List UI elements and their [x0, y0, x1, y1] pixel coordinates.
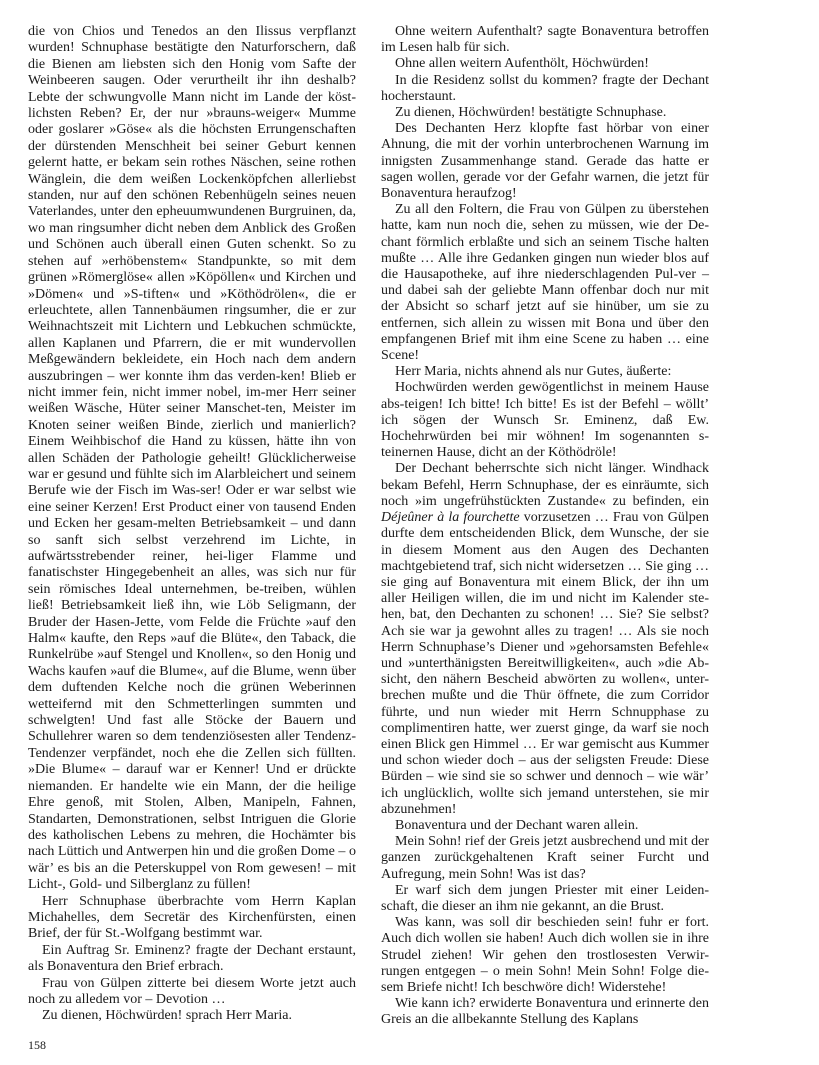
paragraph: Herr Schnuphase überbrachte vom Herrn Kaplan Michahelles, dem Secretär des Kirchenfürsten, einen Brief, der für St.-Wolfgang bestimmt war. — [28, 893, 356, 942]
paragraph: Er warf sich dem jungen Priester mit einer Leiden-schaft, die dieser an ihm nie gekannt, an die Brust. — [381, 882, 709, 914]
paragraph: Zu dienen, Höchwürden! bestätigte Schnuphase. — [395, 105, 667, 121]
paragraph: Wie kann ich? erwiderte Bonaventura und erinnerte den Greis an die allbekannte Stellung des Kaplans — [381, 996, 709, 1028]
paragraph: Mein Sohn! rief der Greis jetzt ausbrechend und mit der ganzen zurückgehaltenen Kraft seiner Furcht und Aufregung, mein Sohn! Was ist das? — [381, 834, 709, 882]
paragraph: Ohne weitern Aufenthalt? sagte Bonaventura betroffen im Lesen halb für sich. — [381, 24, 709, 56]
italic-phrase: Déjeûner à la fourchette — [381, 510, 520, 526]
page-number: 158 — [28, 1038, 46, 1052]
left-text-column — [28, 24, 356, 1025]
paragraph: Ein Auftrag Sr. Eminenz? fragte der Dechant erstaunt, als Bonaventura den Brief erbrach. — [28, 942, 356, 975]
paragraph: Des Dechanten Herz klopfte fast hörbar von einer Ahnung, die mit der vorhin unterbrochenen Warnung im innigsten Zusammenhange stand. Gerade das hatte er sagen wollen, gerade vor der Gefahr warnen, die jetzt für Bonaventura heraufzog! — [381, 121, 709, 202]
paragraph: Zu dienen, Höchwürden! sprach Herr Maria. — [42, 1008, 292, 1024]
paragraph: Herr Maria, nichts ahnend als nur Gutes, äußerte: — [395, 364, 672, 380]
right-text-column — [381, 24, 709, 1029]
paragraph: Zu all den Foltern, die Frau von Gülpen zu überstehen hatte, kam nun noch die, sehen zu müssen, wie der De-chant förmlich erblaßte und sich an seinem Tische halten mußte … Alle ihre Gedanken gingen nun wieder blos auf die Hausapotheke, auf ihre niederschlagenden Pul-ver – und dabei sah der geliebte Mann offenbar doch nur mit der Absicht so scharf jetzt auf sie hinüber, um sie zu entfernen, sich allein zu wissen mit Bona und über den empfangenen Brief mit ihm eine Scene zu haben … eine Scene! — [381, 202, 709, 364]
paragraph: die von Chios und Tenedos an den Ilissus verpflanzt wurden! Schnuphase bestätigte den Naturforschern, daß die Bienen am liebsten sich den Honig vom Safte der Weinbeeren saugen. Oder verurtheilt ihr ihn deshalb? Lebte der schwungvolle Mann nicht im Lande der köst-lichsten Reben? Er, der nur »brauns-weiger« Mumme oder goslarer »Göse« als die höchsten Errungenschaften der dürstenden Menschheit bei seiner Geburt kennen gelernt hatte, er bekam sein rothes Näschen, seine rothen Wänglein, die dem weißen Lockenköpfchen allerliebst standen, nur auf den schönen Rebenhügeln seines neuen Vaterlandes, unter den epheuumwundenen Burgruinen, da, wo man ringsumher dicht neben dem Anblick des Großen und Schönen auch überall einen Guten schenkt. So zu stehen auf »erhöbenstem« Standpunkte, so mit dem grünen »Römerglöse« allen »Köpöllen« und Kirchen und »Dömen« und »S-tiften« und »Köthödrölen«, die er erleuchtete, allen Tannenbäumen ringsumher, die er zur Weihnachtszeit mit Lichtern und Lebkuchen schmückte, allen Kaplanen und Pfarrern, die er mit wundervollen Meßgewändern bekleidete, ein Hoch nach dem andern auszubringen – wer konnte ihm das verden-ken! Blieb er nicht immer fein, nicht immer nobel, im-mer Herr seiner weißen Wäsche, Hüter seiner Manschet-ten, Meister im Knoten seiner weißen Binde, zierlich und manierlich? Einem Weihbischof die Hand zu küssen, hätte ihn von allen Schäden der Pathologie geheilt! Glücklicherweise war er gesund und fühlte sich im Alarbleichert und seinem Berufe wie der Fisch im Was-ser! Oder er war selbst wie eine seiner Kerzen! Erst Product einer von tausend Enden und Ecken her gesam-melten Betriebsamkeit – und dann so sanft sich selbst verzehrend im Lichte, in aufwärtsstrebender reiner, hei-liger Flamme und fanatischster Hingegebenheit an alles, was sich nur für sein römisches Ideal unternehmen, be-treiben, wühlen ließ! Betriebsamkeit ließ ihn, wie Löb Seligmann, der Bruder der Hasen-Jette, vom Felde die Früchte »auf den Halm« kaufte, den Reps »auf die Blüte«, den Taback, die Runkelrübe »auf Stengel und Knollen«, so den Honig und Wachs kaufen »auf die Blume«, auf die Blume, wenn über dem duftenden Kelche noch die grünen Weberinnen wetteifernd mit den Schmetterlingen summten und schwelgten! Und fast alle Stöcke der Bauern und Schullehrer waren so dem tendenziösesten aller Tendenz-Tendenzer verpfändet, noch ehe die Zellen sich füllten. »Die Blume« – darauf war er Kenner! Und er drückte niemanden. Er handelte wie ein Mann, der die heilige Ehre genoß, mit Stolen, Alben, Manipeln, Fahnen, Standarten, Demonstrationen, selbst Intriguen die Glorie des katholischen Lebens zu mehren, die Hochämter bis nach Lüttich und Antwerpen hin und die großen Dome – o wär’ es bis an die Peterskuppel von Rom gewesen! – mit Licht-, Gold- und Silberglanz zu füllen! — [28, 24, 356, 893]
paragraph: Bonaventura und der Dechant waren allein. — [395, 817, 639, 833]
paragraph: Was kann, was soll dir beschieden sein! fuhr er fort. Auch dich wollen sie haben! Auch dich wollen sie in ihre Strudel ziehen! Wir gehen den trostlosesten Verwir-rungen entgegen – o mein Sohn! Mein Sohn! Folge die-sem Briefe nicht! Ich beschwöre dich! Widerstehe! — [381, 915, 709, 995]
paragraph: Der Dechant beherrschte sich nicht länger. Windhack bekam Befehl, Herrn Schnuphase, der es einräumte, sich noch »im ungefrühstückten Zustande« zu befinden, ein Déjeûner à la fourchette vorzusetzen … Frau von Gülpen durfte dem entscheidenden Blick, dem Wunsche, der sie in diesem Moment aus den Augen des Dechanten machtgebietend traf, sich nicht widersetzen … Sie ging … sie ging auf Bonaventura mit einem Blick, der ihn um aller Heiligen willen, die im und nicht im Kalender ste-hen, bat, den Dechanten zu schonen! … Sie? Sie selbst? Ach sie war ja gewohnt alles zu tragen! … Als sie noch Herrn Schnuphase’s Diener und »gehorsamsten Befehle« und »unterthänigsten Bereitwilligkeiten«, auch »die Ab-sicht, den nähern Bescheid abwörten zu wollen«, unter-brechen mußte und die Thür öffnete, die zum Corridor führte, und nun wieder mit Herrn Schnupphase zu complimentiren hatte, wer zuerst ginge, da warf sie noch einen Blick gen Himmel … Er war gemischt aus Kummer und schon wieder doch – aus der seligsten Freude: Diese Bürden – wie sind sie so schwer und dennoch – wie wär’ ich unglücklich, wollte sich jemand unterstehen, sie mir abzunehmen! — [381, 461, 710, 817]
paragraph: Frau von Gülpen zitterte bei diesem Worte jetzt auch noch zu alledem vor – Devotion … — [28, 975, 356, 1007]
paragraph: Ohne allen weitern Aufenthölt, Höchwürden! — [395, 56, 649, 72]
paragraph: Hochwürden werden gewögentlichst in meinem Hause abs-teigen! Ich bitte! Ich bitte! Es ist der Befehl – wöllt’ ich sögen der Wunsch Sr. Eminenz, daß Ew. Hochehrwürden bei mir wöhnen! Im sogenannten s-teinernen Hause, dicht an der Köthödröle! — [381, 380, 709, 461]
paragraph: In die Residenz sollst du kommen? fragte der Dechant hocherstaunt. — [381, 72, 709, 104]
